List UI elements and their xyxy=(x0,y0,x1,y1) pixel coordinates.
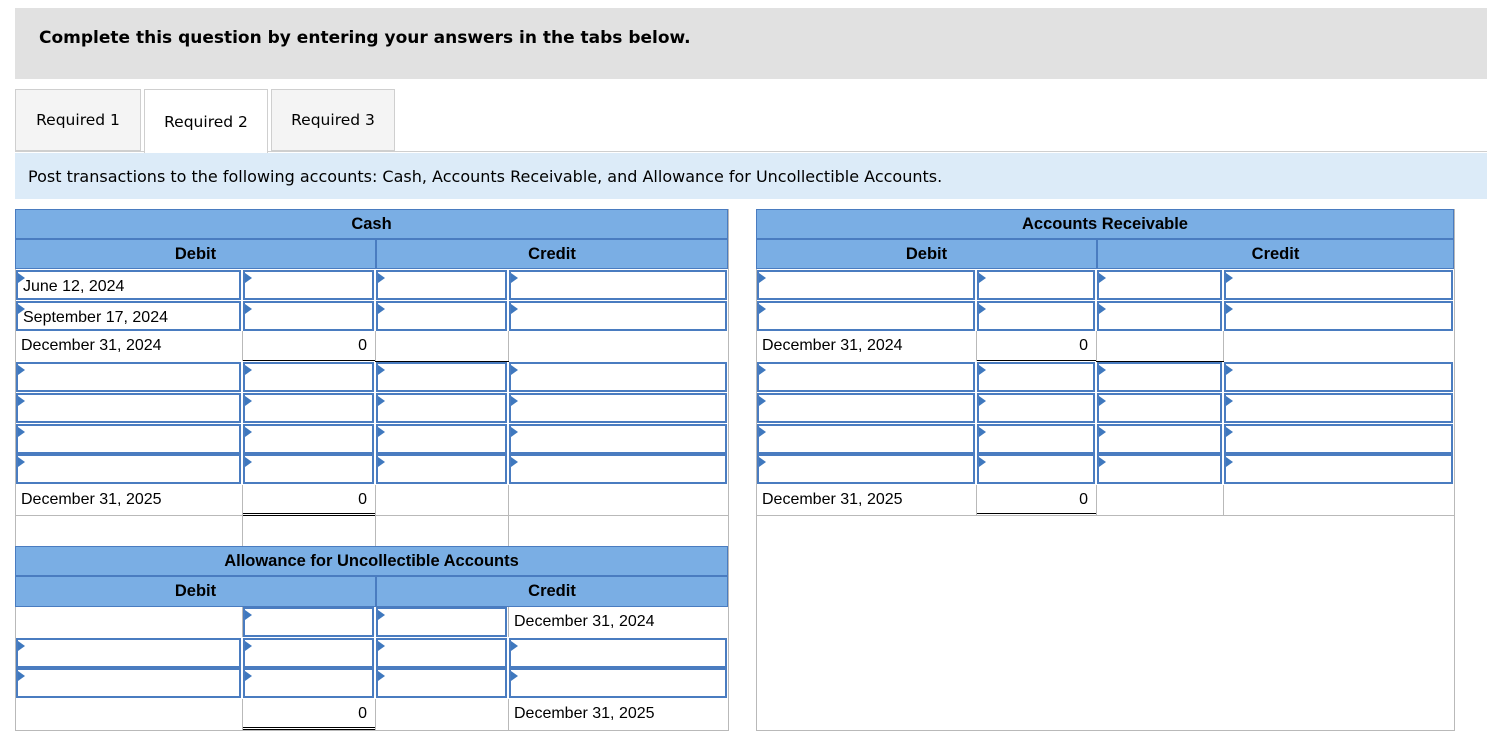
allowance-credit-amount-2[interactable] xyxy=(376,638,507,668)
cash-debit-amount-6[interactable] xyxy=(243,454,374,484)
allowance-credit-header: Credit xyxy=(376,576,728,607)
tab-required-1[interactable]: Required 1 xyxy=(15,89,141,151)
cash-credit-header: Credit xyxy=(376,239,728,269)
ar-balance-value-2024: 0 xyxy=(977,331,1096,361)
cash-credit-date-2[interactable] xyxy=(376,301,507,331)
allowance-debit-amount-1[interactable] xyxy=(243,607,374,637)
ar-debit-date-1[interactable] xyxy=(757,270,975,300)
ar-credit-amount-2[interactable] xyxy=(1097,301,1222,331)
cash-credit-amount-2[interactable] xyxy=(509,301,727,331)
tab-divider xyxy=(268,151,1487,152)
allowance-balance-label-2025: December 31, 2025 xyxy=(514,705,655,722)
ar-debit-amount-3[interactable] xyxy=(977,362,1095,392)
cash-debit-amount-1[interactable] xyxy=(243,270,374,300)
cash-title: Cash xyxy=(15,209,728,239)
allowance-debit-amount-3[interactable] xyxy=(243,668,374,698)
ar-credit-date-2[interactable] xyxy=(1224,301,1453,331)
ar-credit-amount-3[interactable] xyxy=(1097,362,1222,392)
cash-debit-amount-2[interactable] xyxy=(243,301,374,331)
tab-required-2[interactable]: Required 2 xyxy=(144,89,268,153)
cash-balance-value-2025: 0 xyxy=(243,485,375,516)
cash-balance-label-2025: December 31, 2025 xyxy=(21,491,162,508)
ar-debit-date-4[interactable] xyxy=(757,393,975,423)
cash-credit-date-3[interactable] xyxy=(376,362,507,392)
allowance-debit-date-2[interactable] xyxy=(16,638,241,668)
ar-credit-date-6[interactable] xyxy=(1224,454,1453,484)
ar-debit-amount-6[interactable] xyxy=(977,454,1095,484)
cash-debit-date-1[interactable]: June 12, 2024 xyxy=(16,270,241,300)
ar-credit-date-5[interactable] xyxy=(1224,424,1453,454)
cash-credit-amount-6[interactable] xyxy=(509,454,727,484)
cash-debit-date-4[interactable] xyxy=(16,393,241,423)
cash-credit-date-6[interactable] xyxy=(376,454,507,484)
ar-debit-amount-1[interactable] xyxy=(977,270,1095,300)
ar-debit-date-5[interactable] xyxy=(757,424,975,454)
tab-required-3[interactable]: Required 3 xyxy=(271,89,395,151)
tab-divider xyxy=(15,151,144,152)
allowance-credit-date-2[interactable] xyxy=(509,638,727,668)
cash-debit-date-6[interactable] xyxy=(16,454,241,484)
ar-title: Accounts Receivable xyxy=(756,209,1454,239)
ar-debit-amount-2[interactable] xyxy=(977,301,1095,331)
allowance-balance-label-2024: December 31, 2024 xyxy=(514,613,655,630)
ar-credit-date-4[interactable] xyxy=(1224,393,1453,423)
cash-debit-date-2[interactable]: September 17, 2024 xyxy=(16,301,241,331)
ar-balance-label-2024: December 31, 2024 xyxy=(762,337,903,354)
instruction-text: Post transactions to the following accounts: Cash, Accounts Receivable, and Allowance for Uncollectible Accounts. xyxy=(15,153,1487,199)
cash-debit-date-5[interactable] xyxy=(16,424,241,454)
cash-balance-label-2024: December 31, 2024 xyxy=(21,337,162,354)
ar-debit-amount-4[interactable] xyxy=(977,393,1095,423)
allowance-credit-amount-3[interactable] xyxy=(376,668,507,698)
cash-debit-amount-5[interactable] xyxy=(243,424,374,454)
banner-title: Complete this question by entering your answers in the tabs below. xyxy=(39,28,691,48)
ar-credit-amount-4[interactable] xyxy=(1097,393,1222,423)
instructions-banner xyxy=(15,8,1487,79)
ar-debit-date-6[interactable] xyxy=(757,454,975,484)
cash-credit-amount-4[interactable] xyxy=(509,393,727,423)
ar-debit-date-3[interactable] xyxy=(757,362,975,392)
allowance-credit-date-3[interactable] xyxy=(509,668,727,698)
ar-credit-date-1[interactable] xyxy=(1224,270,1453,300)
allowance-title: Allowance for Uncollectible Accounts xyxy=(15,546,728,576)
cash-credit-amount-5[interactable] xyxy=(509,424,727,454)
cash-credit-date-1[interactable] xyxy=(376,270,507,300)
cash-debit-amount-4[interactable] xyxy=(243,393,374,423)
ar-balance-value-2025: 0 xyxy=(977,485,1096,516)
allowance-debit-header: Debit xyxy=(15,576,376,607)
cash-balance-value-2024: 0 xyxy=(243,331,375,361)
ar-debit-amount-5[interactable] xyxy=(977,424,1095,454)
cash-credit-amount-1[interactable] xyxy=(509,270,727,300)
cash-debit-header: Debit xyxy=(15,239,376,269)
ar-balance-label-2025: December 31, 2025 xyxy=(762,491,903,508)
ar-credit-date-3[interactable] xyxy=(1224,362,1453,392)
ar-credit-header: Credit xyxy=(1097,239,1454,269)
ar-credit-amount-5[interactable] xyxy=(1097,424,1222,454)
ar-debit-date-2[interactable] xyxy=(757,301,975,331)
ar-credit-amount-1[interactable] xyxy=(1097,270,1222,300)
cash-credit-date-4[interactable] xyxy=(376,393,507,423)
allowance-balance-value: 0 xyxy=(243,699,375,730)
cash-debit-date-3[interactable] xyxy=(16,362,241,392)
cash-debit-amount-3[interactable] xyxy=(243,362,374,392)
ar-debit-header: Debit xyxy=(756,239,1097,269)
ar-credit-amount-6[interactable] xyxy=(1097,454,1222,484)
allowance-debit-date-3[interactable] xyxy=(16,668,241,698)
allowance-debit-amount-2[interactable] xyxy=(243,638,374,668)
allowance-credit-amount-1[interactable] xyxy=(376,607,507,637)
cash-credit-amount-3[interactable] xyxy=(509,362,727,392)
cash-credit-date-5[interactable] xyxy=(376,424,507,454)
